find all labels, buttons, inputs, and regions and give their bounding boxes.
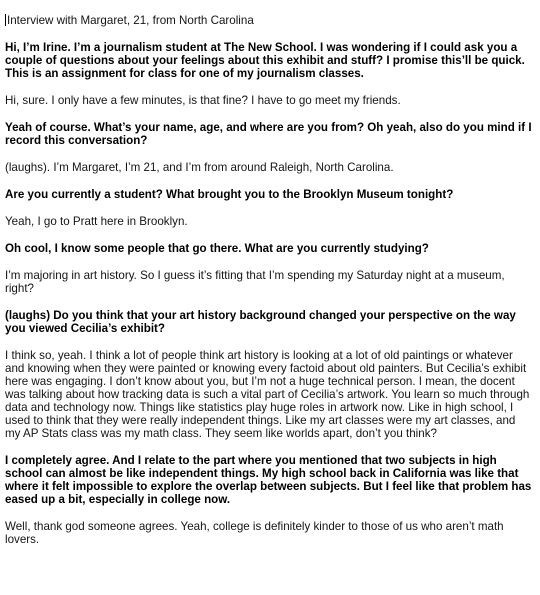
- interviewee-paragraph: Yeah, I go to Pratt here in Brooklyn.: [5, 215, 188, 228]
- interviewer-paragraph: Oh cool, I know some people that go there. What are you currently studying?: [5, 242, 429, 255]
- interviewee-paragraph: I think so, yeah. I think a lot of people think art history is looking at a lot of old paintings or whatever and knowing when they were painted or knowing every factoid about old painters. But Cecilia’s exhibit here was engaging. I don’t know about you, but I’m not a huge technical person. I mean, the docent was talking about how tracking data is such a vital part of Cecilia’s artwork. You learn so much through data and technology now. Things like statistics play huge roles in artwork now. Like in high school, I used to think that they were really independent things. Like my art classes were my art classes, and my AP Stats class was my math class. They seem like worlds apart, don’t you think?: [5, 349, 530, 440]
- interviewee-paragraph: Well, thank god someone agrees. Yeah, college is definitely kinder to those of us who aren’t math lovers.: [5, 520, 504, 546]
- document-header: [5, 14, 532, 27]
- interviewee-paragraph: I’m majoring in art history. So I guess it’s fitting that I’m spending my Saturday night at a museum, right?: [5, 269, 505, 295]
- text-cursor: [5, 14, 6, 26]
- interviewer-paragraph: I completely agree. And I relate to the part where you mentioned that two subjects in high school can almost be like independent things. My high school back in California was like that where it felt impossible to explore the overlap between subjects. But I feel like that problem has eased up a bit, especially in college now.: [5, 454, 532, 506]
- interviewer-paragraph: Hi, I’m Irine. I’m a journalism student at The New School. I was wondering if I could ask you a couple of questions about your feelings about this exhibit and stuff? I promise this’ll be quick. This is an assignment for class for one of my journalism classes.: [5, 41, 525, 80]
- interviewer-paragraph: Yeah of course. What’s your name, age, and where are you from? Oh yeah, also do you mind if I record this conversation?: [5, 121, 532, 147]
- interviewer-paragraph: (laughs) Do you think that your art history background changed your perspective on the way you viewed Cecilia’s exhibit?: [5, 309, 516, 335]
- interviewee-paragraph: (laughs). I’m Margaret, I’m 21, and I’m from around Raleigh, North Carolina.: [5, 161, 394, 174]
- interviewer-paragraph: Are you currently a student? What brought you to the Brooklyn Museum tonight?: [5, 188, 454, 201]
- interview-document: [5, 14, 532, 560]
- interviewee-paragraph: Hi, sure. I only have a few minutes, is that fine? I have to go meet my friends.: [5, 94, 401, 107]
- header-text: Interview with Margaret, 21, from North Carolina: [7, 14, 254, 27]
